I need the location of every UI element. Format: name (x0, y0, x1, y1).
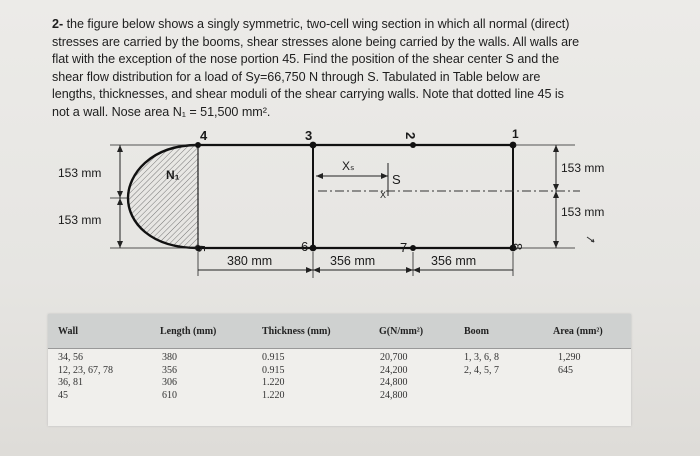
boom-label-1: 1 (512, 127, 519, 141)
cell-boom-2: 2, 4, 5, 7 (464, 364, 499, 376)
properties-table (48, 314, 631, 426)
cell-length-2: 356 (162, 364, 177, 376)
header-boom: Boom (464, 326, 489, 337)
header-area: Area (mm²) (553, 326, 603, 337)
column-area (558, 352, 581, 377)
cell-boom-1: 1, 3, 6, 8 (464, 352, 499, 363)
column-thickness (262, 352, 285, 402)
xs-arrow-left (316, 173, 323, 179)
boom-7 (410, 245, 416, 251)
problem-line-2: stresses are carried by the booms, shear stresses alone being carried by the walls. All walls are (52, 34, 580, 49)
boom-label-7: 7 (400, 240, 408, 255)
dim-left-lower: 153 mm (58, 213, 102, 227)
boom-label-8: 8 (510, 243, 525, 251)
boom-label-6: 6 (301, 239, 309, 254)
cell-g-4: 24,800 (380, 389, 408, 401)
cell-thickness-2: 0.915 (262, 364, 285, 376)
xs-label: Xₛ (342, 159, 355, 173)
header-wall: Wall (58, 326, 79, 337)
cell-area-2: 645 (558, 364, 573, 376)
cell-thickness-4: 1.220 (262, 389, 285, 401)
dim-right-upper: 153 mm (561, 161, 605, 175)
cell-wall-3: 36, 81 (58, 377, 83, 388)
column-boom (464, 352, 499, 377)
boom-label-5: 5 (193, 245, 208, 253)
header-g: G(N/mm²) (379, 326, 424, 337)
column-wall (58, 352, 113, 402)
centroid-x-label: X (380, 190, 387, 200)
problem-line-5: lengths, thicknesses, and shear moduli of the shear carrying walls. Note that dotted line 45 is (52, 87, 564, 102)
dim-380: 380 mm (227, 254, 273, 268)
cell-thickness-3: 1.220 (262, 377, 285, 388)
nose-label: N₁ (166, 168, 180, 182)
cell-thickness-1: 0.915 (262, 352, 285, 363)
cell-length-1: 380 (162, 352, 177, 363)
column-g (380, 352, 408, 402)
cell-length-4: 610 (162, 389, 177, 401)
cell-wall-2: 12, 23, 67, 78 (58, 364, 113, 376)
problem-line-3: flat with the exception of the nose portion 45. Find the position of the shear center S and the (52, 52, 560, 67)
table-header-row (48, 314, 631, 349)
cell-g-3: 24,800 (380, 377, 408, 388)
problem-number: 2- (52, 17, 64, 31)
cell-wall-1: 34, 56 (58, 352, 83, 363)
problem-line-6: not a wall. Nose area N₁ = 51,500 mm². (52, 104, 271, 119)
header-length: Length (mm) (160, 326, 217, 337)
dim-right-lower: 153 mm (561, 205, 605, 219)
problem-line-1: 2- the figure below shows a singly symmetric, two-cell wing section in which all normal (direct) (52, 17, 570, 31)
problem-line-4: shear flow distribution for a load of Sy=66,750 N through S. Tabulated in Table below are (52, 69, 541, 84)
shear-centre-label: S (392, 172, 401, 187)
cell-length-3: 306 (162, 377, 177, 388)
boom-6 (310, 245, 317, 252)
boom-label-2: 2 (403, 132, 418, 140)
column-length (162, 352, 177, 402)
cell-g-1: 20,700 (380, 352, 408, 363)
boom-label-4: 4 (200, 128, 208, 143)
header-thickness: Thickness (mm) (262, 326, 331, 337)
cell-area-1: 1,290 (558, 352, 581, 363)
xs-arrow-right (381, 173, 388, 179)
boom-2 (410, 142, 416, 148)
cell-wall-4: 45 (58, 389, 68, 401)
pen-mark (587, 237, 594, 242)
dim-356-b: 356 mm (431, 254, 477, 268)
dim-left-upper: 153 mm (58, 166, 102, 180)
dim-356-a: 356 mm (330, 254, 376, 268)
nose-region (128, 145, 198, 248)
cell-g-2: 24,200 (380, 364, 408, 376)
boom-label-3: 3 (305, 128, 313, 143)
